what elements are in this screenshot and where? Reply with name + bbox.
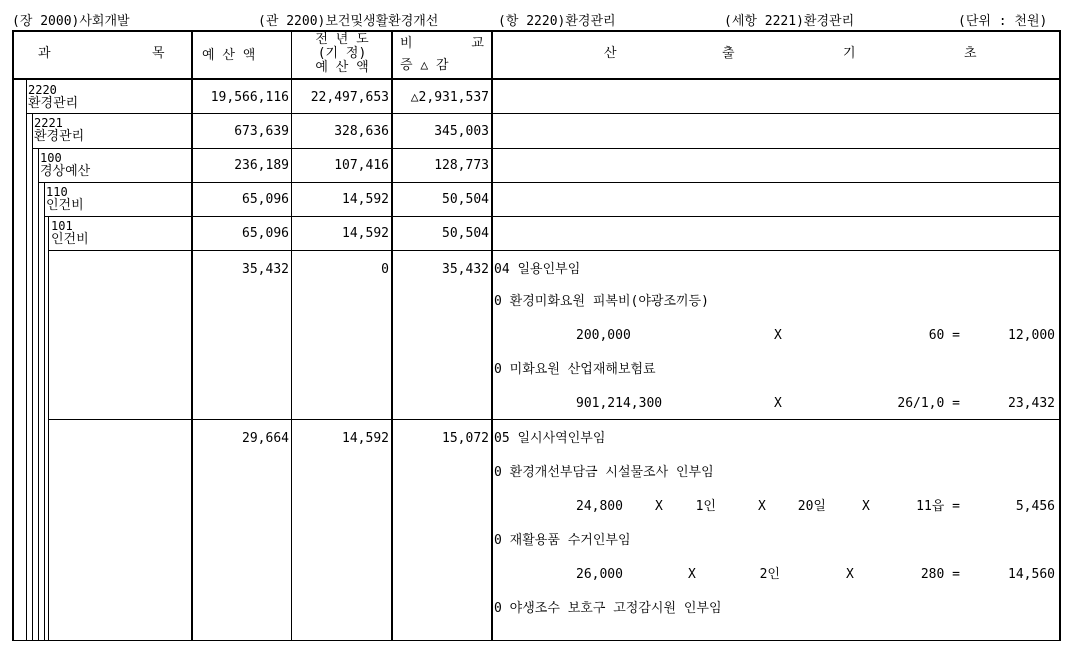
calc-towns: 11읍 = (916, 499, 960, 514)
calc-times: X (655, 499, 663, 514)
detail-item: 0 환경개선부담금 시설물조사 인부임 (494, 465, 714, 480)
hierarchy-line (38, 148, 39, 641)
calc-amount: 200,000 (576, 328, 631, 343)
detail-diff: 35,432 (442, 262, 489, 277)
calc-times: X (774, 328, 782, 343)
row-divider (48, 419, 1061, 420)
hierarchy-line (44, 182, 45, 641)
detail-budget: 29,664 (242, 431, 289, 446)
table-row (34, 116, 84, 144)
detail-item: 0 재활용품 수거인부임 (494, 533, 631, 548)
calc-qty: 26/1,0 = (897, 396, 960, 411)
row-name: 경상예산 (40, 164, 91, 179)
row-code: 100 (40, 151, 62, 165)
row-divider (26, 113, 1061, 114)
row-budget: 673,639 (234, 124, 289, 139)
row-name: 인건비 (51, 232, 89, 247)
hierarchy-line (26, 80, 27, 641)
calc-times: X (846, 567, 854, 582)
column-header-diff-line2: 증 △ 감 (400, 58, 449, 73)
row-budget: 19,566,116 (210, 90, 289, 105)
detail-title: 05 일시사역인부임 (494, 431, 606, 446)
table-row (46, 185, 84, 213)
column-header-prev-line3: 예 산 액 (315, 60, 369, 75)
row-budget: 236,189 (234, 158, 289, 173)
hierarchy-line (32, 113, 33, 641)
column-header-diff-line1: 비 교 (400, 36, 484, 51)
row-diff: 345,003 (434, 124, 489, 139)
table-row (40, 151, 90, 179)
detail-item: 0 미화요원 산업재해보험료 (494, 362, 656, 377)
row-prev: 22,497,653 (310, 90, 389, 105)
table-bottom-border (12, 640, 1061, 641)
row-diff: 50,504 (442, 226, 489, 241)
column-header-prev (296, 33, 388, 75)
calc-total: 12,000 (1008, 328, 1055, 343)
calc-total: 23,432 (1008, 396, 1055, 411)
column-header-prev-line2: (기 정) (317, 46, 367, 61)
calc-people: 2인 (759, 567, 780, 582)
table-row (51, 219, 89, 247)
table-right-border (1059, 30, 1061, 641)
detail-prev: 0 (381, 262, 389, 277)
row-budget: 65,096 (242, 192, 289, 207)
detail-budget: 35,432 (242, 262, 289, 277)
row-name: 인건비 (46, 198, 84, 213)
detail-title: 04 일용인부임 (494, 262, 581, 277)
header-sehang: (세항 2221)환경관리 (724, 14, 855, 29)
row-prev: 107,416 (334, 158, 389, 173)
calc-total: 14,560 (1008, 567, 1055, 582)
detail-item: 0 야생조수 보호구 고정감시원 인부임 (494, 601, 722, 616)
column-divider (291, 30, 292, 641)
row-budget: 65,096 (242, 226, 289, 241)
column-divider (191, 30, 193, 641)
row-diff: 128,773 (434, 158, 489, 173)
header-hang: (항 2220)환경관리 (498, 14, 616, 29)
row-code: 2221 (34, 116, 63, 130)
column-header-basis-2: 출 (722, 46, 735, 61)
row-divider (44, 216, 1061, 217)
calc-times: X (688, 567, 696, 582)
calc-times: X (774, 396, 782, 411)
row-divider (32, 148, 1061, 149)
column-divider (391, 30, 393, 641)
row-code: 2220 (28, 83, 57, 97)
row-prev: 14,592 (342, 226, 389, 241)
calc-times: X (862, 499, 870, 514)
table-row (28, 83, 78, 111)
header-unit: (단위 : 천원) (958, 14, 1048, 29)
calc-amount: 24,800 (576, 499, 623, 514)
row-diff: 50,504 (442, 192, 489, 207)
header-bottom-border (12, 78, 1061, 80)
row-code: 110 (46, 185, 68, 199)
calc-amount: 901,214,300 (576, 396, 663, 411)
calc-qty: 60 = (928, 328, 960, 343)
row-prev: 328,636 (334, 124, 389, 139)
row-divider (48, 250, 1061, 251)
calc-days: 20일 (797, 499, 826, 514)
table-left-border (12, 30, 14, 641)
calc-total: 5,456 (1015, 499, 1055, 514)
detail-diff: 15,072 (442, 431, 489, 446)
detail-item: 0 환경미화요원 피복비(야광조끼등) (494, 294, 709, 309)
row-prev: 14,592 (342, 192, 389, 207)
row-code: 101 (51, 219, 73, 233)
header-jang: (장 2000)사회개발 (12, 14, 130, 29)
column-header-subject-right: 목 (152, 46, 165, 61)
column-divider (491, 30, 493, 641)
row-diff: △2,931,537 (410, 90, 489, 105)
header-gwan: (관 2200)보건및생활환경개선 (258, 14, 439, 29)
detail-prev: 14,592 (342, 431, 389, 446)
calc-qty: 280 = (920, 567, 960, 582)
row-name: 환경관리 (34, 129, 85, 144)
column-header-basis-1: 산 (604, 46, 617, 61)
column-header-prev-line1: 전 년 도 (315, 32, 369, 47)
calc-people: 1인 (695, 499, 716, 514)
table-top-border (12, 30, 1061, 32)
column-header-subject-left: 과 (38, 46, 51, 61)
column-header-basis-4: 초 (964, 46, 977, 61)
calc-amount: 26,000 (576, 567, 623, 582)
column-header-basis-3: 기 (843, 46, 856, 61)
column-header-budget: 예 산 액 (202, 48, 256, 63)
calc-times: X (758, 499, 766, 514)
row-name: 환경관리 (28, 96, 79, 111)
hierarchy-line (48, 216, 49, 641)
